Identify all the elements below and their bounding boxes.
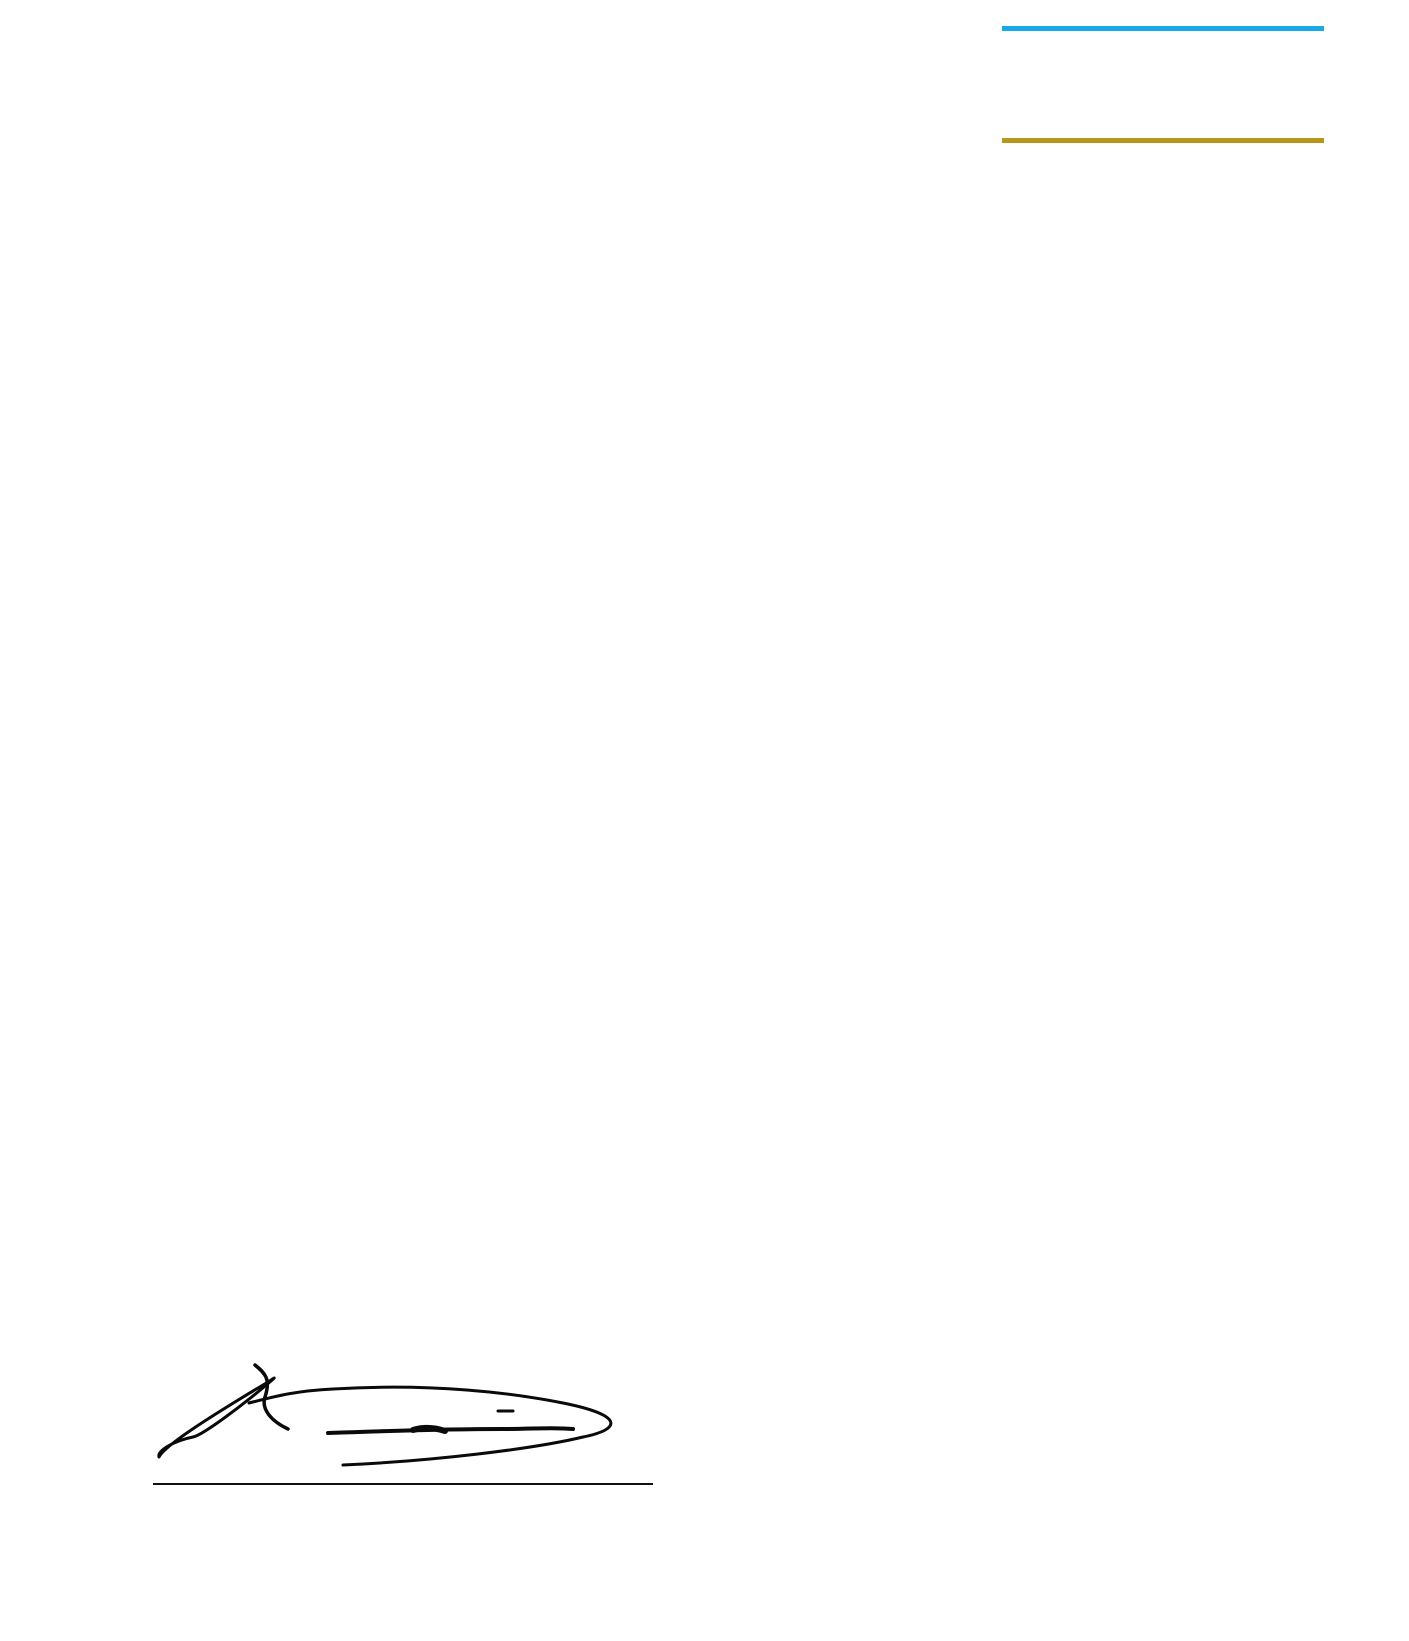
signature-block [153, 1345, 653, 1487]
logo-top-bar [1002, 26, 1324, 31]
signature-line [153, 1483, 653, 1485]
logo-bottom-bar [1002, 138, 1324, 143]
letter-body [153, 182, 1333, 262]
handwritten-signature [153, 1345, 653, 1481]
company-logo [1002, 26, 1324, 144]
